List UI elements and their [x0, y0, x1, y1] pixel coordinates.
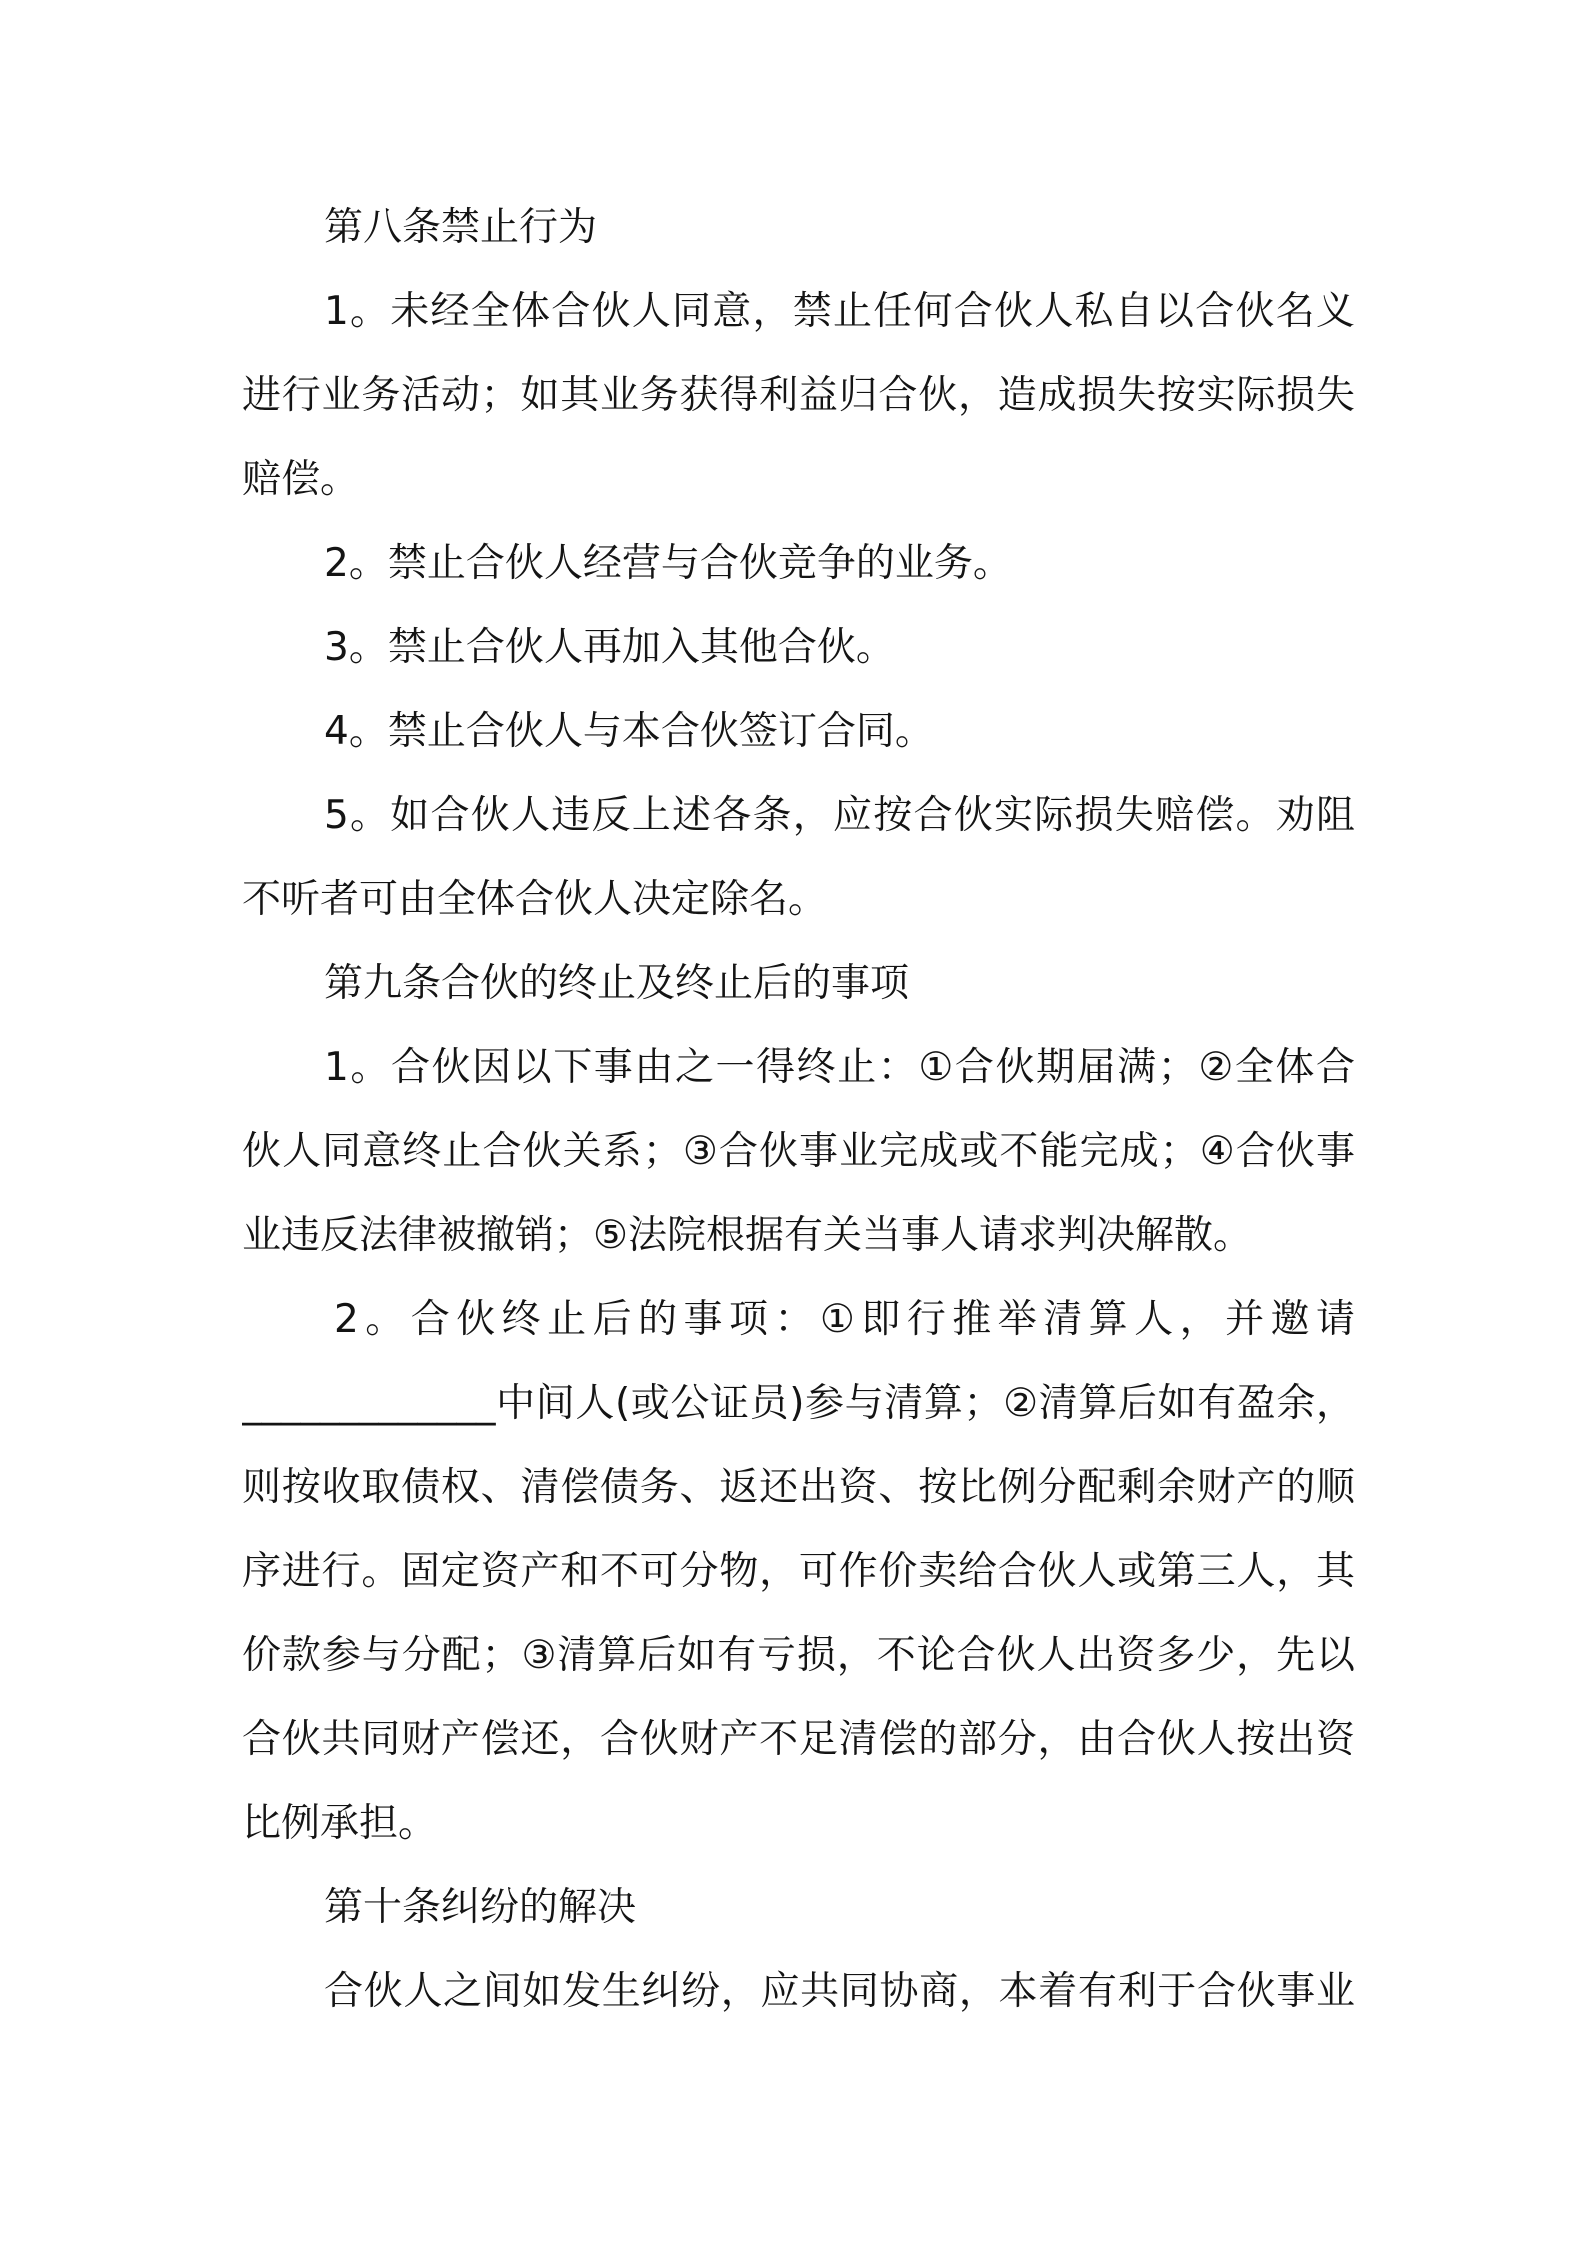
paragraph-line: 伙人同意终止合伙关系；③合伙事业完成或不能完成；④合伙事 [242, 1129, 1355, 1174]
paragraph-line: 价款参与分配；③清算后如有亏损，不论合伙人出资多少，先以 [242, 1633, 1355, 1678]
article-8-clause-4 [242, 690, 1355, 774]
article-8-clause-5 [242, 774, 1355, 942]
article-8-clause-2 [242, 522, 1355, 606]
paragraph-line: 1。未经全体合伙人同意，禁止任何合伙人私自以合伙名义 [324, 289, 1355, 334]
paragraph-line: 4。禁止合伙人与本合伙签订合同。 [324, 709, 934, 754]
paragraph-line: 不听者可由全体合伙人决定除名。 [242, 877, 828, 922]
document-body [242, 186, 1355, 2034]
paragraph-line: 1。合伙因以下事由之一得终止：①合伙期届满；②全体合 [324, 1045, 1355, 1090]
article-9-heading [242, 942, 1355, 1026]
paragraph-line: 5。如合伙人违反上述各条，应按合伙实际损失赔偿。劝阻 [324, 793, 1355, 838]
paragraph-line: 合伙共同财产偿还，合伙财产不足清偿的部分，由合伙人按出资 [242, 1717, 1355, 1762]
article-8-clause-3 [242, 606, 1355, 690]
paragraph-line: 序进行。固定资产和不可分物，可作价卖给合伙人或第三人，其 [242, 1549, 1355, 1594]
heading-line: 第九条合伙的终止及终止后的事项 [324, 961, 910, 1006]
article-9-clause-2 [242, 1278, 1355, 1866]
paragraph-line: 2。合伙终止后的事项：①即行推举清算人，并邀请 [334, 1297, 1355, 1342]
paragraph-line: 赔偿。 [242, 457, 360, 502]
paragraph-line: 进行业务活动；如其业务获得利益归合伙，造成损失按实际损失 [242, 373, 1355, 418]
paragraph-line: 比例承担。 [242, 1801, 438, 1846]
paragraph-line: 则按收取债权、清偿债务、返还出资、按比例分配剩余财产的顺 [242, 1465, 1355, 1510]
paragraph-line: 2。禁止合伙人经营与合伙竞争的业务。 [324, 541, 1012, 586]
paragraph-line: 合伙人之间如发生纠纷，应共同协商，本着有利于合伙事业 [324, 1969, 1355, 2014]
article-10-heading [242, 1866, 1355, 1950]
paragraph-line: _____________中间人(或公证员)参与清算；②清算后如有盈余， [242, 1381, 1355, 1426]
paragraph-line: 业违反法律被撤销；⑤法院根据有关当事人请求判决解散。 [242, 1213, 1252, 1258]
heading-line: 第八条禁止行为 [324, 205, 598, 250]
paragraph-line: 3。禁止合伙人再加入其他合伙。 [324, 625, 895, 670]
article-10-body [242, 1950, 1355, 2034]
heading-line: 第十条纠纷的解决 [324, 1885, 637, 1930]
article-8-clause-1 [242, 270, 1355, 522]
article-9-clause-1 [242, 1026, 1355, 1278]
article-8-heading [242, 186, 1355, 270]
